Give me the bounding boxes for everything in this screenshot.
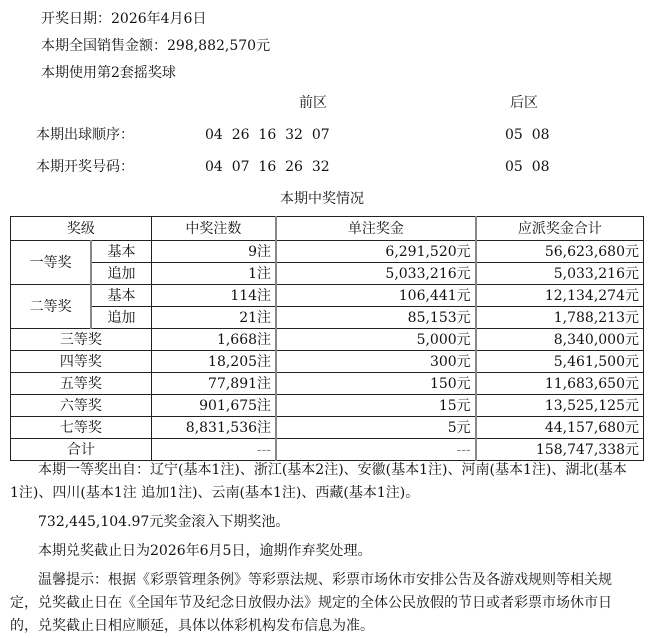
draw-date-label: 开奖日期： bbox=[41, 11, 111, 27]
tier2-extra-count: 21注 bbox=[151, 307, 276, 329]
header-prize: 单注奖金 bbox=[276, 217, 476, 241]
draw-date: 2026年4月6日 bbox=[111, 11, 207, 27]
table-row bbox=[11, 373, 644, 395]
tier1-extra-type: 追加 bbox=[91, 263, 151, 285]
tier7-prize: 5元 bbox=[276, 417, 476, 439]
sum-label: 合计 bbox=[11, 439, 152, 461]
table-row bbox=[11, 351, 644, 373]
tier6-prize: 15元 bbox=[276, 395, 476, 417]
tier6-count: 901,675注 bbox=[151, 395, 276, 417]
sales-label: 本期全国销售金额： bbox=[41, 38, 167, 54]
table-row bbox=[11, 263, 644, 285]
tier2-extra-prize: 85,153元 bbox=[276, 307, 476, 329]
rollover-note: 732,445,104.97元奖金滚入下期奖池。 bbox=[38, 514, 290, 530]
tier2-basic-total: 12,134,274元 bbox=[476, 285, 644, 307]
tier1-extra-total: 5,033,216元 bbox=[476, 263, 644, 285]
table-row bbox=[11, 307, 644, 329]
header-count: 中奖注数 bbox=[151, 217, 276, 241]
prize-table bbox=[10, 216, 644, 461]
result-back: 05 08 bbox=[505, 159, 550, 175]
table-row bbox=[11, 285, 644, 307]
tier2-extra-total: 1,788,213元 bbox=[476, 307, 644, 329]
tier5-label: 五等奖 bbox=[11, 373, 152, 395]
tier7-label: 七等奖 bbox=[11, 417, 152, 439]
tier1-basic-type: 基本 bbox=[91, 241, 151, 263]
table-row bbox=[11, 241, 644, 263]
sum-prize: --- bbox=[276, 439, 476, 461]
tier4-prize: 300元 bbox=[276, 351, 476, 373]
tier2-label: 二等奖 bbox=[11, 285, 92, 329]
tier1-basic-prize: 6,291,520元 bbox=[276, 241, 476, 263]
tier6-label: 六等奖 bbox=[11, 395, 152, 417]
tier2-basic-prize: 106,441元 bbox=[276, 285, 476, 307]
tier5-total: 11,683,650元 bbox=[476, 373, 644, 395]
tier7-total: 44,157,680元 bbox=[476, 417, 644, 439]
sum-count: --- bbox=[151, 439, 276, 461]
tier3-prize: 5,000元 bbox=[276, 329, 476, 351]
sales-amount: 298,882,570元 bbox=[167, 38, 271, 54]
tier1-extra-prize: 5,033,216元 bbox=[276, 263, 476, 285]
tier1-extra-count: 1注 bbox=[151, 263, 276, 285]
tier3-count: 1,668注 bbox=[151, 329, 276, 351]
table-row bbox=[11, 329, 644, 351]
tier2-extra-type: 追加 bbox=[91, 307, 151, 329]
first-prize-origin: 本期一等奖出自：辽宁(基本1注)、浙江(基本2注)、安徽(基本1注)、河南(基本1注)、湖北(基本1注)、四川(基本1注 追加1注)、云南(基本1注)、西藏(基本1注)。 bbox=[10, 462, 627, 501]
tier4-count: 18,205注 bbox=[151, 351, 276, 373]
sales-line bbox=[41, 37, 270, 55]
tier2-basic-type: 基本 bbox=[91, 285, 151, 307]
result-label: 本期开奖号码： bbox=[36, 159, 134, 175]
table-header-row bbox=[11, 217, 644, 241]
draw-date-line bbox=[41, 10, 206, 28]
table-title: 本期中奖情况 bbox=[280, 191, 364, 207]
result-front: 04 07 16 26 32 bbox=[205, 159, 330, 175]
front-zone-label: 前区 bbox=[299, 95, 327, 111]
tier1-basic-total: 56,623,680元 bbox=[476, 241, 644, 263]
ball-set: 本期使用第2套摇奖球 bbox=[41, 65, 176, 81]
tier6-total: 13,525,125元 bbox=[476, 395, 644, 417]
tier4-label: 四等奖 bbox=[11, 351, 152, 373]
tier3-label: 三等奖 bbox=[11, 329, 152, 351]
deadline-note: 本期兑奖截止日为2026年6月5日，逾期作弃奖处理。 bbox=[38, 543, 372, 559]
tier2-basic-count: 114注 bbox=[151, 285, 276, 307]
back-zone-label: 后区 bbox=[510, 95, 538, 111]
order-back: 05 08 bbox=[505, 127, 550, 143]
tier5-prize: 150元 bbox=[276, 373, 476, 395]
tier1-label: 一等奖 bbox=[11, 241, 92, 285]
order-front: 04 26 16 32 07 bbox=[205, 127, 330, 143]
tier3-total: 8,340,000元 bbox=[476, 329, 644, 351]
header-total: 应派奖金合计 bbox=[476, 217, 644, 241]
tier1-basic-count: 9注 bbox=[151, 241, 276, 263]
sum-total: 158,747,338元 bbox=[476, 439, 644, 461]
tier5-count: 77,891注 bbox=[151, 373, 276, 395]
table-row bbox=[11, 417, 644, 439]
reminder-note: 温馨提示：根据《彩票管理条例》等彩票法规、彩票市场休市安排公告及各游戏规则等相关规定，兑奖截止日在《全国年节及纪念日放假办法》规定的全体公民放假的节日或者彩票市场休市日的，兑奖截止日相应顺延，具体以体彩机构发布信息为准。 bbox=[10, 572, 612, 634]
table-row bbox=[11, 395, 644, 417]
tier7-count: 8,831,536注 bbox=[151, 417, 276, 439]
tier4-total: 5,461,500元 bbox=[476, 351, 644, 373]
order-label: 本期出球顺序： bbox=[36, 127, 134, 143]
header-tier: 奖级 bbox=[11, 217, 152, 241]
table-sum-row bbox=[11, 439, 644, 461]
